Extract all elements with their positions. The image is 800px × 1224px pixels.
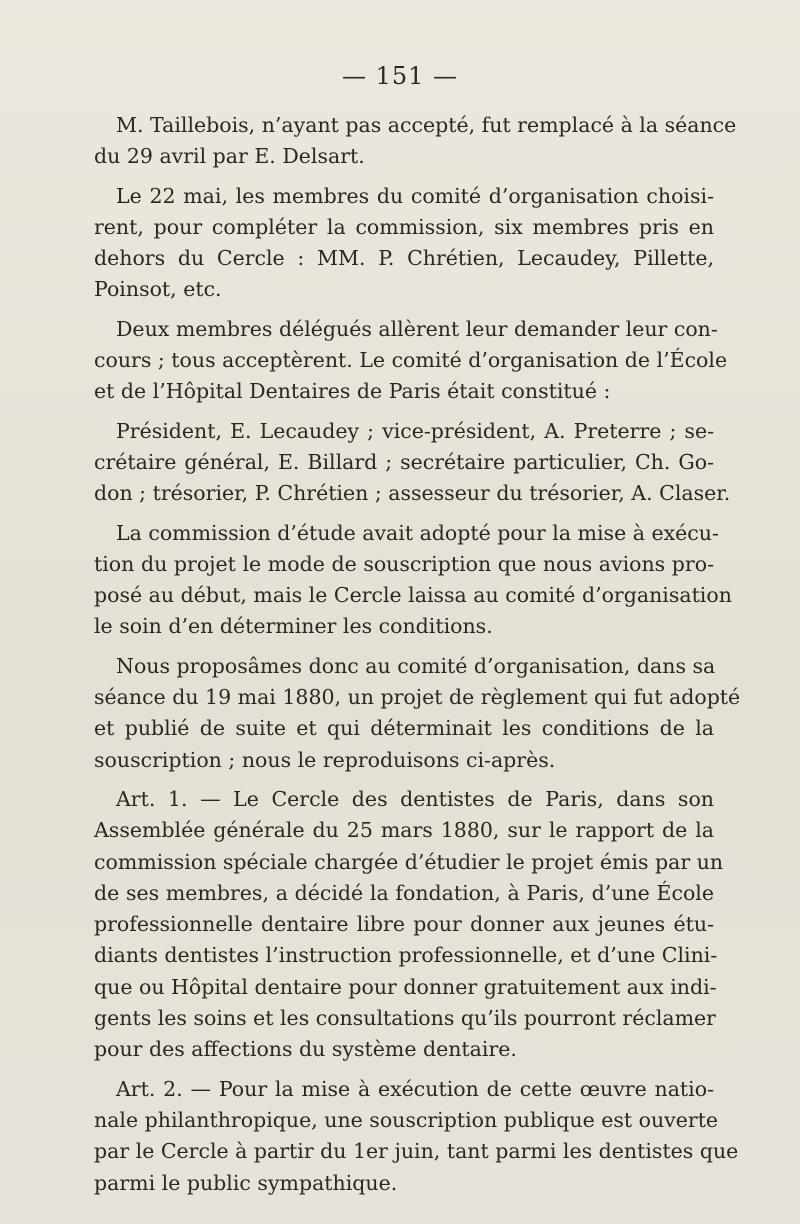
text-line: M. Taillebois, n’ayant pas accepté, fut remplacé à la séance [116, 113, 737, 137]
text-line: Président, E. Lecaudey ; vice-président, A. Preterre ; se- [116, 418, 714, 443]
text-line: dehors du Cercle : MM. P. Chrétien, Lecaudey, Pillette, [94, 246, 714, 271]
text-line: Art. 2. — Pour la mise à exécution de cette œuvre natio- [116, 1076, 714, 1101]
paragraph-art-1 [94, 784, 724, 1066]
paragraph-3 [94, 314, 728, 408]
text-line: du 29 avril par E. Delsart. [94, 144, 365, 169]
page-number: — 151 — [341, 62, 459, 90]
text-line: Le 22 mai, les membres du comité d’organisation choisi- [116, 183, 714, 208]
text-line: pour des affections du système dentaire. [94, 1037, 517, 1062]
text-line: et de l’Hôpital Dentaires de Paris était constitué : [94, 379, 611, 404]
text-line: diants dentistes l’instruction professionnelle, et d’une Clini- [94, 943, 718, 968]
text-line: commission spéciale chargée d’étudier le projet émis par un [94, 849, 724, 874]
text-line: Deux membres délégués allèrent leur demander leur con- [116, 316, 718, 341]
text-line: professionnelle dentaire libre pour donner aux jeunes étu- [94, 912, 714, 937]
text-line: que ou Hôpital dentaire pour donner gratuitement aux indi- [94, 974, 717, 999]
text-line: parmi le public sympathique. [94, 1170, 398, 1195]
paragraph-4 [94, 416, 731, 510]
paragraph-6 [94, 651, 741, 776]
text-line: crétaire général, E. Billard ; secrétaire particulier, Ch. Go- [94, 449, 714, 474]
text-line: et publié de suite et qui déterminait les conditions de la [94, 716, 714, 741]
text-line: souscription ; nous le reproduisons ci-après. [94, 747, 556, 772]
text-line: cours ; tous acceptèrent. Le comité d’organisation de l’École [94, 348, 728, 373]
text-line: le soin d’en déterminer les conditions. [94, 614, 493, 639]
text-line: La commission d’étude avait adopté pour la mise à exécu- [116, 520, 719, 545]
text-line: Nous proposâmes donc au comité d’organisation, dans sa [116, 653, 716, 678]
text-line: Assemblée générale du 25 mars 1880, sur le rapport de la [94, 818, 714, 843]
text-line: tion du projet le mode de souscription que nous avions pro- [94, 551, 714, 576]
text-line: nale philanthropique, une souscription publique est ouverte [94, 1107, 719, 1132]
text-line: Art. 1. — Le Cercle des dentistes de Paris, dans son [116, 786, 714, 811]
text-line: posé au début, mais le Cercle laissa au comité d’organisation [94, 583, 732, 608]
text-line: séance du 19 mai 1880, un projet de règlement qui fut adopté [94, 685, 741, 710]
paragraph-2 [94, 181, 714, 306]
paragraph-art-2 [94, 1074, 739, 1199]
text-line: rent, pour compléter la commission, six membres pris en [94, 214, 714, 239]
text-line: par le Cercle à partir du 1er juin, tant parmi les dentistes que [94, 1139, 739, 1164]
text-line: gents les soins et les consultations qu’ils pourront réclamer [94, 1006, 716, 1031]
body-text [94, 110, 741, 1207]
text-line: don ; trésorier, P. Chrétien ; assesseur du trésorier, A. Claser. [94, 481, 731, 506]
text-line: Poinsot, etc. [94, 277, 222, 302]
paragraph-1 [94, 110, 737, 173]
paragraph-5 [94, 518, 732, 643]
text-line: de ses membres, a décidé la fondation, à Paris, d’une École [94, 880, 714, 905]
